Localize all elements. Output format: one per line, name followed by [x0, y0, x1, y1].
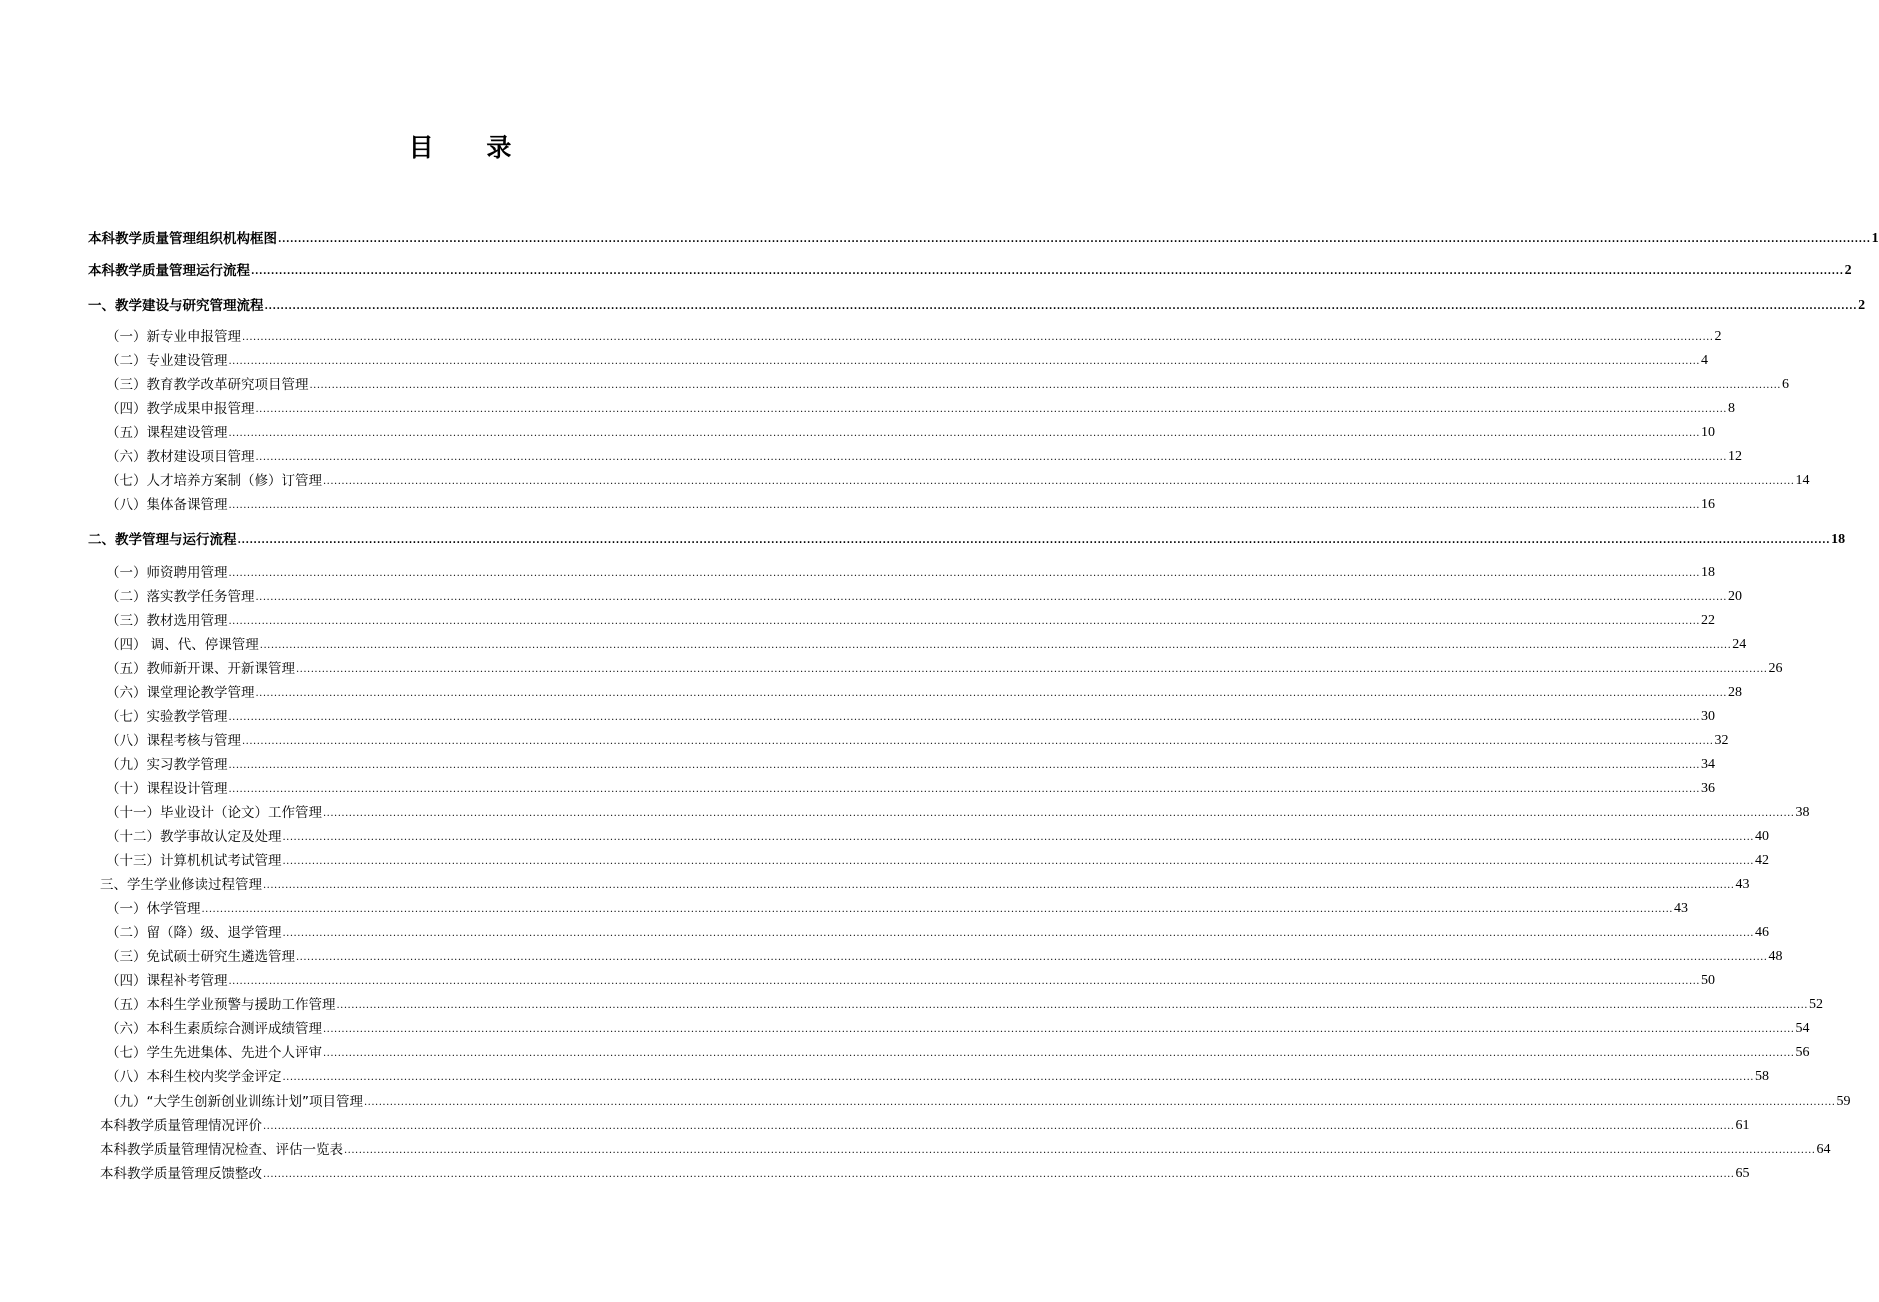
toc-entry-label: 本科教学质量管理情况评价: [100, 1118, 262, 1134]
toc-entry-label: 本科教学质量管理运行流程: [88, 263, 250, 279]
toc-entry-label: （三）教材选用管理: [106, 613, 228, 629]
toc-entry[interactable]: [106, 753, 1715, 773]
toc-entry[interactable]: [106, 1017, 1810, 1037]
toc-leader-dots: ................................................................................................................................................................................................................................................................................................................................................................................................................: [255, 404, 1727, 415]
toc-leader-dots: ................................................................................................................................................................................................................................................................................................................................................................................................................: [282, 928, 1754, 939]
toc-entry-page-number: 43: [1735, 877, 1750, 892]
toc-entry-label: 一、教学建设与研究管理流程: [88, 298, 264, 314]
toc-leader-dots: ................................................................................................................................................................................................................................................................................................................................................................................................................: [251, 266, 1844, 277]
toc-leader-dots: ................................................................................................................................................................................................................................................................................................................................................................................................................: [323, 808, 1795, 819]
toc-leader-dots: ................................................................................................................................................................................................................................................................................................................................................................................................................: [228, 356, 1700, 367]
toc-leader-dots: ................................................................................................................................................................................................................................................................................................................................................................................................................: [296, 952, 1768, 963]
toc-entry[interactable]: [106, 801, 1810, 821]
toc-entry[interactable]: [106, 1041, 1810, 1061]
toc-entry[interactable]: [100, 1162, 1750, 1182]
toc-entry-label: 本科教学质量管理组织机构框图: [88, 231, 277, 247]
toc-entry[interactable]: [106, 493, 1715, 513]
toc-entry[interactable]: [106, 897, 1688, 917]
toc-entry-page-number: 48: [1768, 949, 1783, 964]
toc-leader-dots: ................................................................................................................................................................................................................................................................................................................................................................................................................: [282, 1072, 1754, 1083]
toc-entry-label: （十一）毕业设计（论文）工作管理: [106, 805, 322, 821]
toc-entry-label: （四）课程补考管理: [106, 973, 228, 989]
toc-entry-page-number: 46: [1754, 925, 1769, 940]
toc-leader-dots: ................................................................................................................................................................................................................................................................................................................................................................................................................: [364, 1097, 1836, 1108]
toc-entry[interactable]: [106, 445, 1742, 465]
toc-entry[interactable]: [106, 777, 1715, 797]
toc-leader-dots: ................................................................................................................................................................................................................................................................................................................................................................................................................: [228, 784, 1700, 795]
toc-leader-dots: ................................................................................................................................................................................................................................................................................................................................................................................................................: [264, 301, 1858, 312]
toc-entry-label: （二）落实教学任务管理: [106, 589, 255, 605]
toc-entry-page-number: 20: [1727, 589, 1742, 604]
toc-entry-page-number: 24: [1732, 637, 1747, 652]
toc-entry-label: （六）课堂理论教学管理: [106, 685, 255, 701]
toc-entry-page-number: 38: [1795, 805, 1810, 820]
toc-entry-page-number: 64: [1816, 1142, 1831, 1157]
toc-leader-dots: ................................................................................................................................................................................................................................................................................................................................................................................................................: [296, 664, 1768, 675]
toc-entry-page-number: 1: [1871, 231, 1879, 246]
toc-entry-page-number: 30: [1700, 709, 1715, 724]
toc-entry-page-number: 14: [1795, 473, 1810, 488]
toc-entry-label: （一）休学管理: [106, 901, 201, 917]
toc-entry-page-number: 18: [1831, 532, 1846, 547]
toc-leader-dots: ................................................................................................................................................................................................................................................................................................................................................................................................................: [228, 616, 1700, 627]
toc-leader-dots: ................................................................................................................................................................................................................................................................................................................................................................................................................: [228, 712, 1700, 723]
toc-leader-dots: ................................................................................................................................................................................................................................................................................................................................................................................................................: [242, 736, 1714, 747]
toc-leader-dots: ................................................................................................................................................................................................................................................................................................................................................................................................................: [282, 832, 1754, 843]
toc-entry-page-number: 61: [1735, 1118, 1750, 1133]
toc-section-entry[interactable]: [88, 294, 1866, 314]
toc-leader-dots: ................................................................................................................................................................................................................................................................................................................................................................................................................: [263, 880, 1735, 891]
toc-entry-page-number: 4: [1700, 353, 1708, 368]
toc-entry[interactable]: [106, 921, 1769, 941]
toc-entry[interactable]: [106, 397, 1735, 417]
toc-entry-label: （二）留（降）级、退学管理: [106, 925, 282, 941]
toc-entry-label: 本科教学质量管理情况检查、评估一览表: [100, 1142, 343, 1158]
toc-leader-dots: ................................................................................................................................................................................................................................................................................................................................................................................................................: [344, 1145, 1816, 1156]
toc-entry[interactable]: [106, 633, 1747, 653]
toc-leader-dots: ................................................................................................................................................................................................................................................................................................................................................................................................................: [282, 856, 1754, 867]
toc-entry-page-number: 54: [1795, 1021, 1810, 1036]
toc-entry-page-number: 2: [1714, 329, 1722, 344]
toc-entry-label: 三、学生学业修读过程管理: [100, 877, 262, 893]
toc-leader-dots: ................................................................................................................................................................................................................................................................................................................................................................................................................: [228, 760, 1700, 771]
toc-entry[interactable]: [106, 657, 1783, 677]
toc-entry-label: （七）人才培养方案制（修）订管理: [106, 473, 322, 489]
toc-entry-page-number: 8: [1727, 401, 1735, 416]
toc-entry-page-number: 32: [1714, 733, 1729, 748]
toc-entry[interactable]: [106, 609, 1715, 629]
toc-leader-dots: ................................................................................................................................................................................................................................................................................................................................................................................................................: [309, 380, 1781, 391]
toc-entry-label: （五）本科生学业预警与援助工作管理: [106, 997, 336, 1013]
toc-leader-dots: ................................................................................................................................................................................................................................................................................................................................................................................................................: [259, 640, 1732, 651]
toc-entry-page-number: 40: [1754, 829, 1769, 844]
toc-entry-page-number: 50: [1700, 973, 1715, 988]
toc-entry[interactable]: [106, 561, 1715, 581]
toc-entry-label: 本科教学质量管理反馈整改: [100, 1166, 262, 1182]
toc-entry[interactable]: [106, 373, 1789, 393]
toc-entry-label: （八）集体备课管理: [106, 497, 228, 513]
toc-entry-label: （九）实习教学管理: [106, 757, 228, 773]
toc-entry[interactable]: [106, 945, 1783, 965]
toc-entry[interactable]: [106, 825, 1769, 845]
toc-leader-dots: ................................................................................................................................................................................................................................................................................................................................................................................................................: [255, 592, 1727, 603]
toc-leader-dots: ................................................................................................................................................................................................................................................................................................................................................................................................................: [336, 1000, 1808, 1011]
toc-entry-page-number: 56: [1795, 1045, 1810, 1060]
toc-entry-page-number: 6: [1781, 377, 1789, 392]
toc-entry-page-number: 52: [1808, 997, 1823, 1012]
toc-entry-label: 二、教学管理与运行流程: [88, 532, 237, 548]
toc-entry-label: （二）专业建设管理: [106, 353, 228, 369]
toc-leader-dots: ................................................................................................................................................................................................................................................................................................................................................................................................................: [228, 568, 1700, 579]
toc-entry[interactable]: [106, 705, 1715, 725]
toc-entry-page-number: 18: [1700, 565, 1715, 580]
toc-entry-label: （一）师资聘用管理: [106, 565, 228, 581]
toc-entry-page-number: 65: [1735, 1166, 1750, 1181]
toc-entry-label: （十二）教学事故认定及处理: [106, 829, 282, 845]
toc-entry-label: （七）学生先进集体、先进个人评审: [106, 1045, 322, 1061]
toc-leader-dots: ................................................................................................................................................................................................................................................................................................................................................................................................................: [278, 234, 1871, 245]
toc-entry-label: （四） 调、代、停课管理: [106, 637, 259, 653]
toc-entry-page-number: 34: [1700, 757, 1715, 772]
toc-entry-label: （九）“大学生创新创业训练计划”项目管理: [106, 1094, 363, 1110]
toc-entry[interactable]: [106, 993, 1823, 1013]
toc-entry[interactable]: [100, 873, 1750, 893]
toc-entry-page-number: 2: [1858, 298, 1866, 313]
toc-entry-page-number: 26: [1768, 661, 1783, 676]
toc-leader-dots: ................................................................................................................................................................................................................................................................................................................................................................................................................: [228, 976, 1700, 987]
toc-entry[interactable]: [106, 421, 1715, 441]
toc-entry-page-number: 42: [1754, 853, 1769, 868]
toc-entry[interactable]: [100, 1138, 1831, 1158]
toc-entry-label: （五）课程建设管理: [106, 425, 228, 441]
toc-entry[interactable]: [106, 325, 1722, 345]
toc-entry-page-number: 16: [1700, 497, 1715, 512]
toc-leader-dots: ................................................................................................................................................................................................................................................................................................................................................................................................................: [255, 452, 1727, 463]
toc-entry[interactable]: [106, 1065, 1769, 1085]
toc-leader-dots: ................................................................................................................................................................................................................................................................................................................................................................................................................: [323, 1024, 1795, 1035]
toc-entry-label: （六）教材建设项目管理: [106, 449, 255, 465]
toc-entry-page-number: 12: [1727, 449, 1742, 464]
toc-entry-page-number: 36: [1700, 781, 1715, 796]
toc-section-entry[interactable]: [88, 259, 1852, 279]
toc-entry-page-number: 2: [1844, 263, 1852, 278]
page-title: 目 录: [408, 133, 534, 162]
toc-leader-dots: ................................................................................................................................................................................................................................................................................................................................................................................................................: [323, 476, 1795, 487]
toc-entry-page-number: 59: [1836, 1094, 1851, 1109]
toc-entry-label: （十）课程设计管理: [106, 781, 228, 797]
toc-entry-page-number: 58: [1754, 1069, 1769, 1084]
toc-entry-page-number: 22: [1700, 613, 1715, 628]
toc-entry[interactable]: [106, 969, 1715, 989]
toc-entry-label: （七）实验教学管理: [106, 709, 228, 725]
toc-entry-label: （三）免试硕士研究生遴选管理: [106, 949, 295, 965]
toc-leader-dots: ................................................................................................................................................................................................................................................................................................................................................................................................................: [255, 688, 1727, 699]
toc-entry[interactable]: [106, 1090, 1851, 1110]
toc-entry[interactable]: [106, 469, 1810, 489]
toc-leader-dots: ................................................................................................................................................................................................................................................................................................................................................................................................................: [323, 1048, 1795, 1059]
toc-entry-label: （八）本科生校内奖学金评定: [106, 1069, 282, 1085]
toc-entry-label: （一）新专业申报管理: [106, 329, 241, 345]
toc-leader-dots: ................................................................................................................................................................................................................................................................................................................................................................................................................: [228, 428, 1700, 439]
toc-leader-dots: ................................................................................................................................................................................................................................................................................................................................................................................................................: [242, 332, 1714, 343]
toc-section-entry[interactable]: [88, 227, 1879, 247]
toc-entry-page-number: 43: [1673, 901, 1688, 916]
toc-leader-dots: ................................................................................................................................................................................................................................................................................................................................................................................................................: [237, 535, 1831, 546]
toc-entry[interactable]: [106, 681, 1742, 701]
toc-entry-label: （六）本科生素质综合测评成绩管理: [106, 1021, 322, 1037]
toc-entry-label: （四）教学成果申报管理: [106, 401, 255, 417]
toc-leader-dots: ................................................................................................................................................................................................................................................................................................................................................................................................................: [263, 1169, 1735, 1180]
toc-entry[interactable]: [106, 729, 1729, 749]
toc-section-entry[interactable]: [88, 528, 1846, 548]
toc-leader-dots: ................................................................................................................................................................................................................................................................................................................................................................................................................: [263, 1121, 1735, 1132]
toc-leader-dots: ................................................................................................................................................................................................................................................................................................................................................................................................................: [201, 904, 1673, 915]
toc-entry-page-number: 10: [1700, 425, 1715, 440]
toc-entry[interactable]: [106, 349, 1708, 369]
toc-entry-label: （五）教师新开课、开新课管理: [106, 661, 295, 677]
toc-entry[interactable]: [106, 585, 1742, 605]
toc-entry-label: （八）课程考核与管理: [106, 733, 241, 749]
toc-entry-label: （十三）计算机机试考试管理: [106, 853, 282, 869]
toc-entry-label: （三）教育教学改革研究项目管理: [106, 377, 309, 393]
toc-entry[interactable]: [106, 849, 1769, 869]
toc-entry-page-number: 28: [1727, 685, 1742, 700]
toc-entry[interactable]: [100, 1114, 1750, 1134]
toc-leader-dots: ................................................................................................................................................................................................................................................................................................................................................................................................................: [228, 500, 1700, 511]
